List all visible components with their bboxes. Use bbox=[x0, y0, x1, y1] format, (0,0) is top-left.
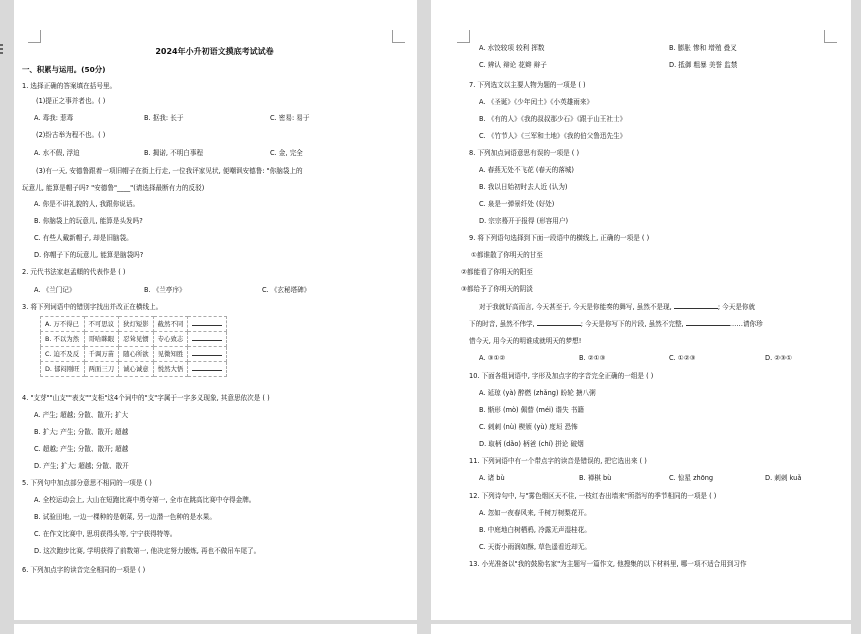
option-c: C. 金, 完全 bbox=[270, 149, 303, 157]
option-d: D. ②③① bbox=[765, 354, 793, 362]
question-5: 5. 下列句中加点部分意思不相同的一项是 ( ) bbox=[22, 479, 152, 487]
question-8: 8. 下列加点词语意思有误的一项是 ( ) bbox=[469, 149, 580, 157]
question-6: 6. 下列加点字的读音完全相同的一项是 ( ) bbox=[22, 566, 146, 574]
option-d: D. 产生; 扩大; 超越; 分散、散开 bbox=[34, 462, 129, 470]
exam-title: 2024年小升初语文摸底考试试卷 bbox=[155, 47, 274, 56]
option-b: B. 膨胀 惨和 增殖 叠叉 bbox=[669, 44, 737, 52]
table-cell: D. 郁闷刚旺 bbox=[41, 362, 85, 377]
table-cell: 千调万苗 bbox=[84, 347, 119, 362]
table-cell: 专心致志 bbox=[153, 332, 188, 347]
passage-text: 下的时音, 虽然不伟学, bbox=[469, 320, 537, 328]
answer-blank[interactable] bbox=[188, 362, 227, 377]
question-2: 2. 元代书法家赵孟頫的代表作是 ( ) bbox=[22, 268, 126, 276]
option-b: B. 禅棋 bù bbox=[579, 474, 612, 482]
option-a: A. 《圣诞》《少年闰土》《小英雄雨来》 bbox=[479, 98, 594, 106]
passage-text: ……请你珍 bbox=[729, 320, 763, 328]
option-b: B. 中庭地白树栖鸦, 冷露无声湿桂花。 bbox=[479, 526, 591, 534]
table-row bbox=[41, 362, 227, 377]
table-cell: 不可思议 bbox=[84, 317, 119, 332]
margin-corner-mark bbox=[824, 30, 837, 43]
option-a: A. 春燕无处不飞花 (春天的落城) bbox=[479, 166, 574, 174]
option-d: D. 这次跑步比赛, 学明获得了前数第一, 他决定努力锻炼, 再也不做吊车尾了。 bbox=[34, 547, 261, 555]
option-c: C. 惊星 zhōng bbox=[669, 474, 714, 482]
table-cell: 见微知胜 bbox=[153, 347, 188, 362]
option-a: A. 延琼 (yà) 醉燃 (zhǎng) 盼轮 搪八粥 bbox=[479, 389, 596, 397]
option-b: B. 我以日始初时去人近 (认为) bbox=[479, 183, 568, 191]
question-12: 12. 下列诗句中, 与"雾色烟区天不住, 一枝红杏出墙来"所指写的季节相同的一项是 ( ) bbox=[469, 492, 717, 500]
passage-text: ; 今天是你就 bbox=[717, 303, 756, 311]
next-page-edge bbox=[14, 624, 417, 634]
option-d: D. 抵御 粗暴 美誉 监禁 bbox=[669, 61, 738, 69]
sentence-item: ②都能看了你明天的阳至 bbox=[461, 268, 533, 276]
option-b: B. ②①③ bbox=[579, 354, 606, 362]
table-cell: 截然不同 bbox=[153, 317, 188, 332]
option-c: C. 超越; 产生; 分散、散开; 超越 bbox=[34, 445, 129, 453]
option-c: C. 有些人戴新帽子, 却是旧脑袋。 bbox=[34, 234, 133, 242]
option-a: A. ③①② bbox=[479, 354, 506, 362]
option-d: D. 你帽子下的玩意儿, 能算是脑袋吗? bbox=[34, 251, 144, 259]
question-1-3-cont: 玩意儿, 能算是帽子吗? "安德鲁"____"(请选择最断有力的反驳) bbox=[22, 184, 205, 192]
option-c: C. 密易: 易于 bbox=[270, 114, 310, 122]
question-4: 4. "支芽""山支""表支""支柜"这4个词中的"支"字属于一字多义现象, 其意思依次是 ( ) bbox=[22, 394, 270, 402]
option-a: A. 诸 bù bbox=[479, 474, 505, 482]
option-c: C. 辨认 辩论 花辫 辩子 bbox=[479, 61, 547, 69]
option-a: A. 你是不讲礼貌的人, 我跟你说话。 bbox=[34, 200, 140, 208]
option-b: B. 《兰亭序》 bbox=[144, 286, 186, 294]
option-b: B. 抠我: 长于 bbox=[144, 114, 184, 122]
passage-text: 对于我就好高而言, 今天甚至于, 今天是你能奏的舞写, 虽然不是现, bbox=[479, 303, 674, 311]
option-d: D. 刺刺 kuǎ bbox=[765, 474, 802, 482]
question-1-1: (1)提正之事并者也。( ) bbox=[36, 97, 106, 105]
question-1-2: (2)纷古举为程不也。( ) bbox=[36, 131, 106, 139]
option-a: A. 《兰门记》 bbox=[34, 286, 76, 294]
option-c: C. 天街小雨润如酥, 草色遥看近却无。 bbox=[479, 543, 591, 551]
question-9: 9. 将下列语句选择到下面一段语中的横线上, 正确的一项是 ( ) bbox=[469, 234, 650, 242]
document-page-2 bbox=[431, 0, 851, 620]
answer-blank[interactable] bbox=[686, 325, 730, 326]
question-1-3: (3)有一天, 安德鲁跟着一项旧帽子在街上行走, 一位我评家见状, 便嘲讽安德鲁: "你脑袋上的 bbox=[36, 167, 303, 175]
option-a: A. 水不假, 浮迫 bbox=[34, 149, 80, 157]
option-c: C. ①②③ bbox=[669, 354, 696, 362]
passage-line: 惜今天, 用今天的明谁成就明天的梦想! bbox=[469, 337, 582, 345]
option-c: C. 泉是一弹景纤处 (好处) bbox=[479, 200, 555, 208]
margin-corner-mark bbox=[28, 30, 41, 43]
table-cell: 狄灯短影 bbox=[119, 317, 154, 332]
option-c: C. 刺刺 (nù) 楔颁 (yù) 度垣 恐怖 bbox=[479, 423, 578, 431]
answer-blank[interactable] bbox=[188, 332, 227, 347]
table-cell: 哥哈眯眼 bbox=[84, 332, 119, 347]
table-row bbox=[41, 332, 227, 347]
document-page-1 bbox=[14, 0, 417, 620]
option-b: B. 惭形 (mò) 佩替 (méi) 谐失 书籍 bbox=[479, 406, 585, 414]
answer-blank[interactable] bbox=[537, 325, 581, 326]
option-a: A. 忽如一夜春风来, 千树万树梨花开。 bbox=[479, 509, 591, 517]
passage-line bbox=[479, 303, 755, 311]
table-cell: C. 迫不及反 bbox=[41, 347, 85, 362]
margin-corner-mark bbox=[457, 30, 470, 43]
table-cell: 随心所欲 bbox=[119, 347, 154, 362]
table-cell: 两面三刀 bbox=[84, 362, 119, 377]
question-13: 13. 小光准备以"我的鼓励名家"为主题写一篇作文, 他搜集的以下材料里, 哪一项不适合用到习作 bbox=[469, 560, 747, 568]
table-cell: B. 不以为然 bbox=[41, 332, 85, 347]
table-cell: 诚心诚意 bbox=[119, 362, 154, 377]
option-c: C. 《玄秘塔碑》 bbox=[262, 286, 311, 294]
option-b: B. 《有的人》《我的叔叔那少石》《跟于山王社士》 bbox=[479, 115, 627, 123]
table-cell: A. 万不得已 bbox=[41, 317, 85, 332]
sentence-item: ①都谁散了你明天的甘至 bbox=[471, 251, 543, 259]
option-b: B. 揭诺, 不明白事程 bbox=[144, 149, 204, 157]
sentence-item: ③都给予了你明天的阴淡 bbox=[461, 285, 533, 293]
question-11: 11. 下列词语中有一个带点字的读音是错误的, 把它选出来 ( ) bbox=[469, 457, 647, 465]
passage-text: ; 今天是你写下的片段, 虽然不完整, bbox=[580, 320, 686, 328]
question-10: 10. 下面各组词语中, 字形及加点字的字音完全正确的一组是 ( ) bbox=[469, 372, 654, 380]
table-row bbox=[41, 317, 227, 332]
next-page-edge bbox=[431, 624, 851, 634]
margin-corner-mark bbox=[392, 30, 405, 43]
option-a: A. 毒我: 惹毒 bbox=[34, 114, 74, 122]
option-d: D. 取柄 (dǎo) 柄爸 (chí) 拼论 破烟 bbox=[479, 440, 584, 448]
option-b: B. 扩大; 产生; 分散、散开; 超越 bbox=[34, 428, 129, 436]
answer-blank[interactable] bbox=[188, 347, 227, 362]
option-d: D. 宗宗蓦开于报得 (形容用户) bbox=[479, 217, 569, 225]
option-b: B. 你脑袋上的玩意儿, 能算是头发吗? bbox=[34, 217, 143, 225]
question-3-table bbox=[40, 316, 227, 377]
option-b: B. 试验田地, 一边一棵种的是朝菜, 另一边潜一色种的是水果。 bbox=[34, 513, 216, 521]
question-7: 7. 下列选文以主要人物为题的一项是 ( ) bbox=[469, 81, 586, 89]
table-cell: 忍耸见惯 bbox=[119, 332, 154, 347]
option-a: A. 产生; 超越; 分散、散开; 扩大 bbox=[34, 411, 129, 419]
option-c: C. 《竹节人》《三军和土地》《我的伯父鲁迅先生》 bbox=[479, 132, 627, 140]
option-c: C. 在作文比赛中, 思玥获得头等, 宁宁获得特等。 bbox=[34, 530, 177, 538]
table-row bbox=[41, 347, 227, 362]
question-1: 1. 选择正确的答案填在括号里。 bbox=[22, 82, 117, 90]
section-heading: 一、积累与运用。(50分) bbox=[22, 65, 106, 74]
option-a: A. 水饺较项 较利 挥数 bbox=[479, 44, 545, 52]
drag-handle-icon[interactable] bbox=[0, 44, 3, 58]
table-cell: 悦然大悟 bbox=[153, 362, 188, 377]
answer-blank[interactable] bbox=[674, 308, 718, 309]
question-3: 3. 将下列词语中的错别字找出并改正在横线上。 bbox=[22, 303, 163, 311]
option-a: A. 全校运动会上, 大山在短跑比赛中勇夺第一, 全市在跳高比赛中夺得金牌。 bbox=[34, 496, 256, 504]
answer-blank[interactable] bbox=[188, 317, 227, 332]
passage-line bbox=[469, 320, 763, 328]
